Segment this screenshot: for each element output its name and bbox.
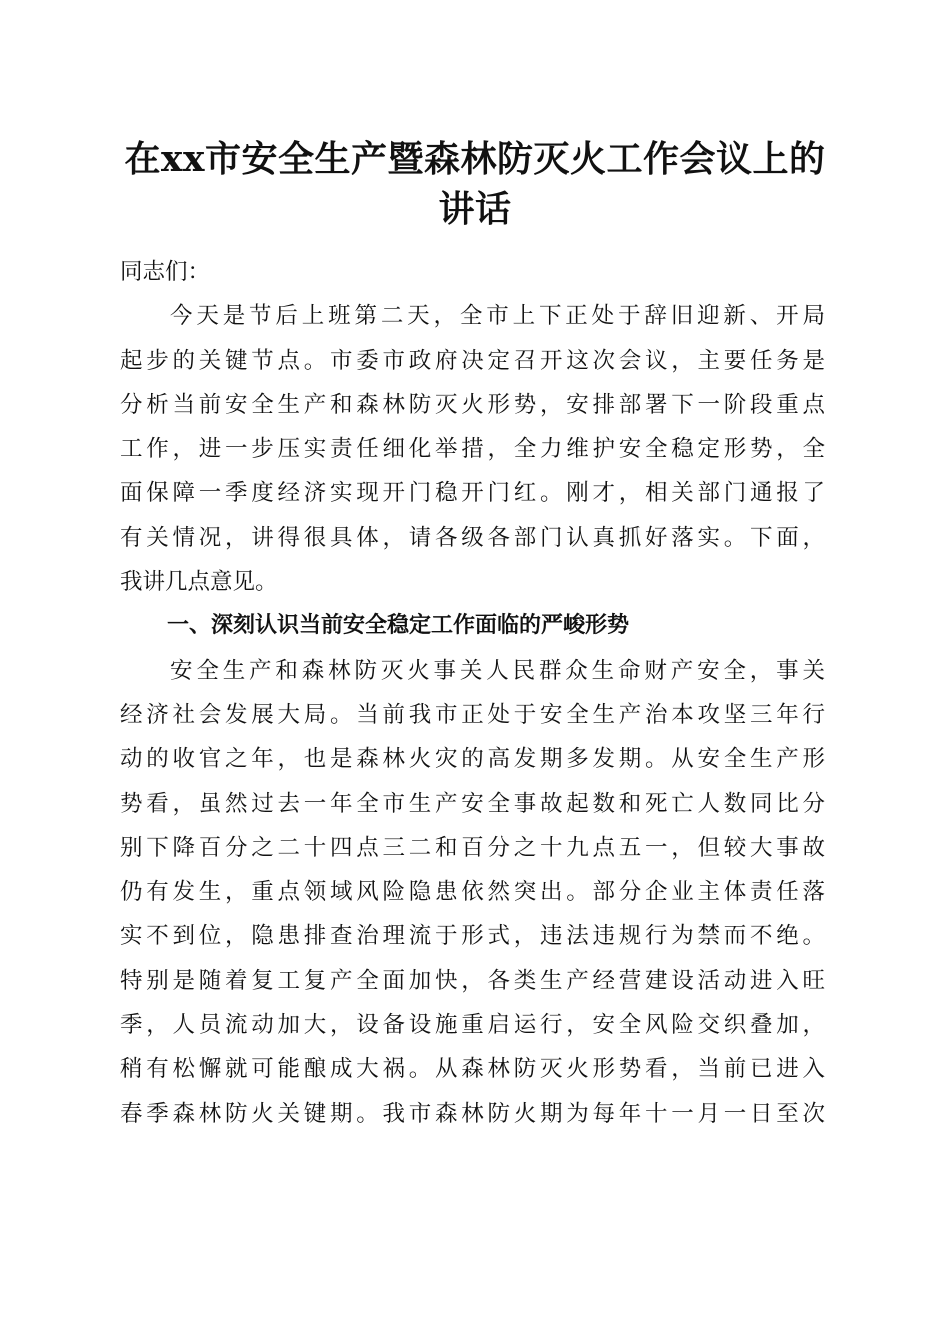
paragraph-2-line: 别下降百分之二十四点三二和百分之十九点五一，但较大事故 bbox=[120, 834, 825, 861]
paragraph-1 bbox=[120, 294, 825, 604]
paragraph-1-line: 工作，进一步压实责任细化举措，全力维护安全稳定形势，全 bbox=[120, 436, 825, 463]
title-line-1: 在xx市安全生产暨森林防灭火工作会议上的 bbox=[124, 138, 826, 180]
paragraph-2 bbox=[120, 649, 825, 1136]
paragraph-1-line: 今天是节后上班第二天，全市上下正处于辞旧迎新、开局 bbox=[170, 303, 825, 330]
paragraph-2-line: 经济社会发展大局。当前我市正处于安全生产治本攻坚三年行 bbox=[120, 701, 825, 728]
paragraph-2-line: 动的收官之年，也是森林火灾的高发期多发期。从安全生产形 bbox=[120, 746, 825, 773]
paragraph-2-line: 稍有松懈就可能酿成大祸。从森林防灭火形势看，当前已进入 bbox=[120, 1056, 825, 1083]
document-body bbox=[120, 250, 825, 1136]
paragraph-2-line: 仍有发生，重点领域风险隐患依然突出。部分企业主体责任落 bbox=[120, 879, 825, 906]
paragraph-2-line: 安全生产和森林防灭火事关人民群众生命财产安全，事关 bbox=[170, 657, 825, 684]
paragraph-2-line: 势看，虽然过去一年全市生产安全事故起数和死亡人数同比分 bbox=[120, 790, 825, 817]
paragraph-2-line: 季，人员流动加大，设备设施重启运行，安全风险交织叠加， bbox=[120, 1012, 825, 1039]
paragraph-1-line: 面保障一季度经济实现开门稳开门红。刚才，相关部门通报了 bbox=[120, 480, 825, 507]
document-title bbox=[100, 134, 850, 234]
paragraph-2-line: 特别是随着复工复产全面加快，各类生产经营建设活动进入旺 bbox=[120, 967, 825, 994]
title-line-2: 讲话 bbox=[438, 188, 512, 230]
paragraph-2-line: 春季森林防火关键期。我市森林防火期为每年十一月一日至次 bbox=[120, 1100, 825, 1127]
paragraph-1-line: 起步的关键节点。市委市政府决定召开这次会议，主要任务是 bbox=[120, 347, 825, 374]
paragraph-1-line: 分析当前安全生产和森林防灭火形势，安排部署下一阶段重点 bbox=[120, 391, 825, 418]
paragraph-1-line: 我讲几点意见。 bbox=[120, 569, 278, 596]
paragraph-2-line: 实不到位，隐患排查治理流于形式，违法违规行为禁而不绝。 bbox=[120, 923, 825, 950]
section-heading-1: 一、深刻认识当前安全稳定工作面临的严峻形势 bbox=[167, 613, 630, 639]
paragraph-1-line: 有关情况，讲得很具体，请各级各部门认真抓好落实。下面， bbox=[120, 524, 825, 551]
salutation: 同志们： bbox=[120, 259, 211, 285]
